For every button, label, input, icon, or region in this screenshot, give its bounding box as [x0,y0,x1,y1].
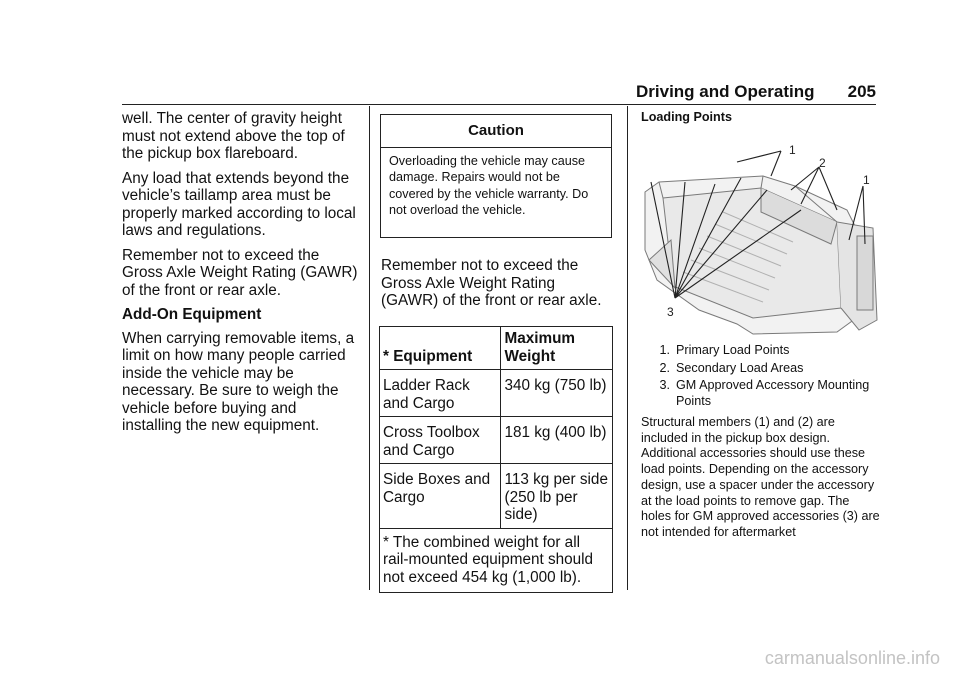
caution-box [380,114,612,238]
cell-weight: 113 kg per side (250 lb per side) [501,464,613,529]
page-header [636,82,876,104]
legend-text: Secondary Load Areas [676,360,804,375]
table-header-row [380,327,613,370]
table-note-row [380,528,613,593]
header-equipment: * Equipment [380,327,501,370]
column-1 [122,110,358,442]
column-divider-left [369,106,370,590]
table-row [380,417,613,464]
legend-text: GM Approved Accessory Mounting Points [676,378,870,408]
legend-number: 1. [659,343,670,357]
table-footnote: * The combined weight for all rail-mounted equipment should not exceed 454 kg (1,000 lb). [380,528,613,593]
table-row [380,464,613,529]
heading-add-on-equipment: Add-On Equipment [122,306,262,323]
legend-item [644,343,876,359]
section-title: Driving and Operating [636,82,815,101]
pickup-box-illustration [641,140,881,336]
paragraph-gawr: Remember not to exceed the Gross Axle Weight Rating (GAWR) of the front or rear axle. [122,246,358,299]
table-row [380,370,613,417]
column-divider-right [627,106,628,590]
header-rule [122,104,876,105]
callout-2: 2 [819,156,826,170]
legend-item [644,361,876,377]
caution-title: Caution [381,115,611,148]
paragraph-add-on: When carrying removable items, a limit on how many people carried inside the vehicle may be necessary. Be sure to weigh the vehicle before buying and installing the new equipment. [122,329,355,434]
cell-equipment: Cross Toolbox and Cargo [380,417,501,464]
column-3-heading-wrap [641,110,881,126]
legend-text: Primary Load Points [676,343,790,357]
equipment-weight-table [379,326,613,593]
figure-legend [644,343,876,411]
cell-weight: 181 kg (400 lb) [501,417,613,464]
header-max-weight: Maximum Weight [501,327,613,370]
caution-body: Overloading the vehicle may cause damage. Repairs would not be covered by the vehicle warranty. Do not overload the vehicle. [389,154,589,218]
cell-equipment: Side Boxes and Cargo [380,464,501,529]
cell-weight: 340 kg (750 lb) [501,370,613,417]
cell-equipment: Ladder Rack and Cargo [380,370,501,417]
paragraph-taillamp: Any load that extends beyond the vehicle’s taillamp area must be properly marked according to local laws and regulations. [122,169,356,239]
legend-number: 2. [659,360,670,375]
callout-1-right: 1 [863,173,870,187]
heading-loading-points: Loading Points [641,110,732,124]
page-number: 205 [847,82,876,101]
callout-1-top: 1 [789,143,796,157]
paragraph-gravity: well. The center of gravity height must not extend above the top of the pickup box flareboard. [122,110,345,162]
callout-3: 3 [667,305,674,319]
paragraph-structural-members: Structural members (1) and (2) are included in the pickup box design. Additional accessories should use these load points. Depending on the accessory design, use a spacer under the accessory at the load points to remove gap. The holes for GM approved accessories (3) are not intended for aftermarket [641,415,880,539]
paragraph-gawr-repeat: Remember not to exceed the Gross Axle Weight Rating (GAWR) of the front or rear axle. [381,257,602,309]
watermark: carmanualsonline.info [764,648,940,668]
legend-item [644,378,876,409]
legend-number: 3. [659,378,670,393]
